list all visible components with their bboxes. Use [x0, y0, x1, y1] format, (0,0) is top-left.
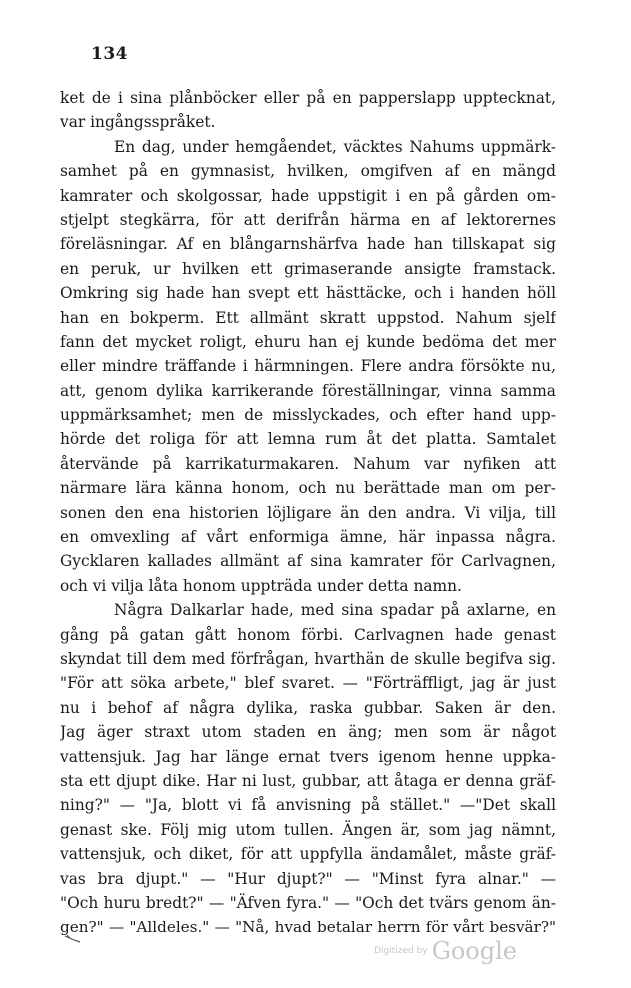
text-line: och vi vilja låta honom uppträda under detta namn.	[60, 576, 462, 595]
text-line: "För att söka arbete," blef svaret. — "Förträffligt, jag är just	[60, 674, 556, 693]
text-line: "Och huru bredt?" — "Äfven fyra." — "Och det tvärs genom än-	[60, 893, 556, 912]
text-line: sta ett djupt dike. Har ni lust, gubbar, att åtaga er denna gräf-	[60, 771, 556, 790]
text-line: vas bra djupt." — "Hur djupt?" — "Minst fyra alnar." —	[60, 869, 556, 888]
text-line: vattensjuk, och diket, för att uppfylla ändamålet, måste gräf-	[60, 845, 556, 864]
text-line: eller mindre träffande i härmningen. Flere andra försökte nu,	[60, 357, 556, 376]
text-line: Några Dalkarlar hade, med sina spadar på axlarne, en	[114, 601, 556, 620]
google-logo: Google	[431, 937, 517, 965]
text-line: en peruk, ur hvilken ett grimaserande ansigte framstack.	[60, 259, 556, 278]
text-line: att, genom dylika karrikerande föreställningar, vinna samma	[60, 381, 556, 400]
text-line: en omvexling af vårt enformiga ämne, här inpassa några.	[60, 528, 556, 547]
text-line: Gycklaren kallades allmänt af sina kamrater för Carlvagnen,	[60, 552, 556, 571]
text-line: gång på gatan gått honom förbi. Carlvagnen hade genast	[60, 625, 556, 644]
text-line: skyndat till dem med förfrågan, hvarthän de skulle begifva sig.	[60, 649, 556, 668]
text-line: nu i behof af några dylika, raska gubbar. Saken är den.	[60, 698, 556, 717]
stray-ink-mark-icon	[64, 934, 82, 944]
text-line: stjelpt stegkärra, för att derifrån härma en af lektorernes	[60, 210, 556, 229]
text-line: återvände på karrikaturmakaren. Nahum var nyfiken att	[60, 454, 556, 473]
text-line: genast ske. Följ mig utom tullen. Ängen är, som jag nämnt,	[60, 820, 556, 839]
text-line: vattensjuk. Jag har länge ernat tvers igenom henne uppka-	[60, 747, 556, 766]
page-number: 134	[91, 44, 128, 64]
text-line: föreläsningar. Af en blångarnshärfva hade han tillskapat sig	[60, 235, 556, 254]
text-line: ket de i sina plånböcker eller på en papperslapp upptecknat,	[60, 89, 556, 107]
watermark-prefix: Digitized by	[374, 946, 428, 956]
text-line: Omkring sig hade han svept ett hästtäcke, och i handen höll	[60, 284, 556, 303]
text-line: fann det mycket roligt, ehuru han ej kunde bedöma det mer	[60, 332, 556, 351]
text-line: närmare lära känna honom, och nu berättade man om per-	[60, 479, 556, 498]
text-line: En dag, under hemgåendet, väcktes Nahums uppmärk-	[114, 137, 556, 156]
text-line: ning?" — "Ja, blott vi få anvisning på stället." —"Det skall	[60, 796, 556, 815]
text-line: Jag äger straxt utom staden en äng; men som är något	[60, 723, 556, 742]
body-text	[60, 86, 556, 940]
text-line: sonen den ena historien löjligare än den andra. Vi vilja, till	[60, 503, 556, 522]
text-line: kamrater och skolgossar, hade uppstigit i en på gården om-	[60, 186, 556, 205]
text-line: han en bokperm. Ett allmänt skratt uppstod. Nahum sjelf	[60, 308, 556, 327]
text-line: uppmärksamhet; men de misslyckades, och efter hand upp-	[60, 406, 556, 425]
text-line: samhet på en gymnasist, hvilken, omgifven af en mängd	[60, 162, 556, 181]
text-line: hörde det roliga för att lemna rum åt det platta. Samtalet	[60, 430, 556, 449]
text-line: var ingångsspråket.	[60, 113, 216, 132]
digitized-by-google-watermark	[374, 937, 517, 965]
text-line: gen?" — "Alldeles." — "Nå, hvad betalar herrn för vårt besvär?"	[60, 918, 556, 937]
